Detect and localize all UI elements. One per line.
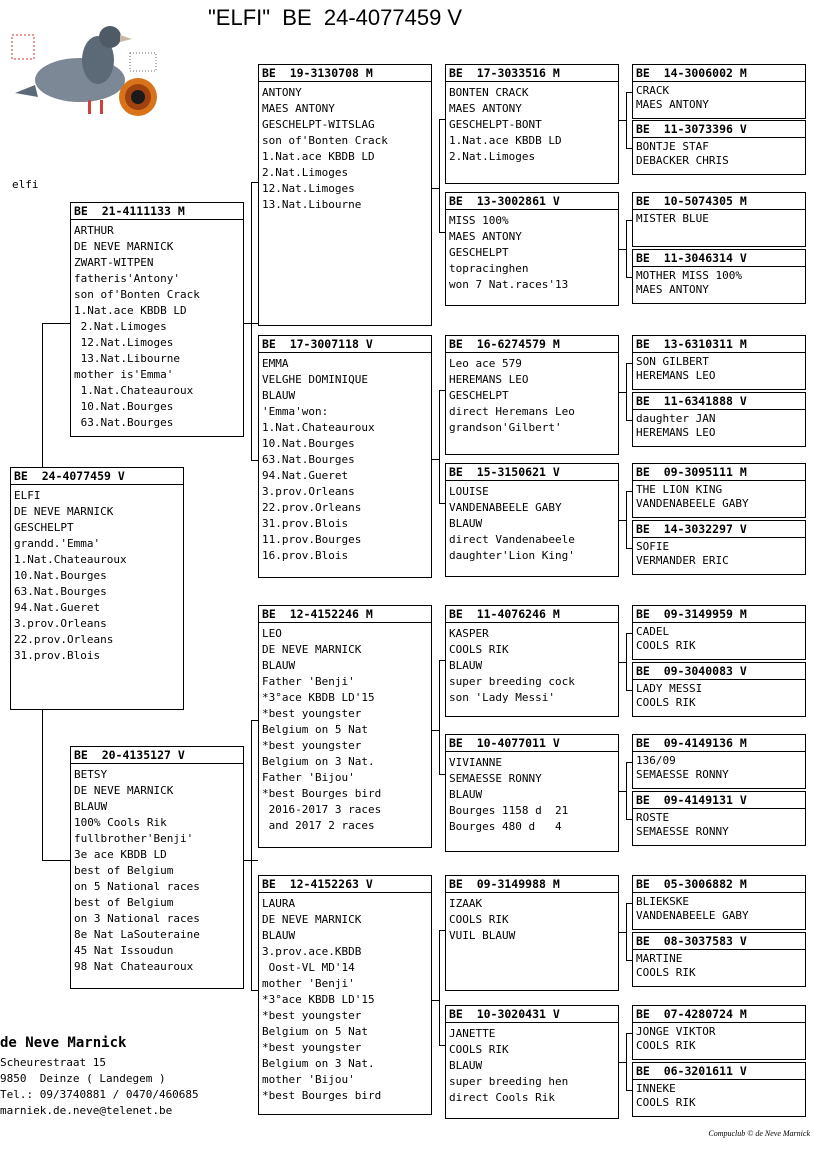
page-title: "ELFI" BE 24-4077459 V — [208, 5, 463, 30]
ring-number: BE 15-3150621 V — [446, 464, 618, 481]
pedigree-line: fatheris'Antony' — [74, 272, 180, 285]
pigeon-card-great-grandparent[interactable] — [445, 335, 619, 455]
connector-line — [251, 720, 252, 990]
pedigree-line: COOLS RIK — [636, 696, 696, 710]
pedigree-line: BLAUW — [449, 788, 483, 801]
ring-number: BE 05-3006882 M — [633, 876, 805, 893]
connector-line — [626, 762, 632, 763]
pedigree-line: ANTONY — [262, 86, 302, 99]
connector-line — [626, 548, 632, 549]
pedigree-line: Belgium on 5 Nat — [262, 723, 368, 736]
connector-line — [619, 520, 626, 521]
pigeon-card-great-grandparent[interactable] — [445, 64, 619, 184]
pedigree-line: 94.Nat.Gueret — [262, 469, 349, 482]
connector-line — [626, 903, 632, 904]
pigeon-card-gg-grandparent[interactable] — [632, 734, 806, 789]
ring-number: BE 09-3149959 M — [633, 606, 805, 623]
pedigree-line: SEMAESSE RONNY — [449, 772, 542, 785]
pigeon-card-gg-grandparent[interactable] — [632, 605, 806, 660]
pigeon-card-gg-grandparent[interactable] — [632, 64, 806, 119]
pedigree-line: HEREMANS LEO — [636, 426, 716, 440]
pedigree-line: 136/09 — [636, 754, 676, 767]
pedigree-line: grandson'Gilbert' — [449, 421, 562, 434]
ring-number: BE 09-3040083 V — [633, 663, 805, 680]
pedigree-line: *3°ace KBDB LD'15 — [262, 993, 375, 1006]
ring-number: BE 19-3130708 M — [259, 65, 431, 82]
pedigree-line: best of Belgium — [74, 896, 174, 909]
pedigree-line: direct Vandenabeele — [449, 533, 575, 546]
pedigree-line: ELFI — [14, 489, 41, 502]
pedigree-line: COOLS RIK — [636, 1039, 696, 1053]
breeder-info — [0, 1035, 199, 1119]
pigeon-card-great-grandparent[interactable] — [445, 1005, 619, 1119]
pedigree-line: Belgium on 3 Nat. — [262, 1057, 375, 1070]
ring-number: BE 06-3201611 V — [633, 1063, 805, 1080]
pedigree-line: DE NEVE MARNICK — [262, 913, 362, 926]
pedigree-line: BLAUW — [262, 659, 296, 672]
pedigree-line: CADEL — [636, 625, 670, 638]
connector-line — [251, 182, 252, 460]
connector-line — [626, 491, 632, 492]
pedigree-line: mother 'Bijou' — [262, 1073, 355, 1086]
connector-line — [432, 188, 439, 189]
pedigree-line: MOTHER MISS 100% — [636, 269, 742, 282]
pedigree-line: 3.prov.ace.KBDB — [262, 945, 362, 958]
pedigree-line: Oost-VL MD'14 — [262, 961, 355, 974]
pedigree-line: 1.Nat.Chateauroux — [74, 384, 194, 397]
pedigree-line: 3.prov.Orleans — [14, 617, 107, 630]
pedigree-line: son of'Bonten Crack — [262, 134, 388, 147]
breeder-phone: Tel.: 09/3740881 / 0470/460685 — [0, 1088, 199, 1101]
pedigree-line: 2.Nat.Limoges — [449, 150, 536, 163]
connector-line — [251, 720, 258, 721]
pedigree-line: COOLS RIK — [636, 639, 696, 653]
pedigree-line: 94.Nat.Gueret — [14, 601, 101, 614]
pedigree-line: COOLS RIK — [449, 1043, 509, 1056]
pedigree-line: BLAUW — [449, 1059, 483, 1072]
connector-line — [439, 119, 440, 232]
pigeon-card-grandparent[interactable] — [258, 64, 432, 326]
pedigree-line: Bourges 480 d 4 — [449, 820, 562, 833]
ring-number: BE 10-4077011 V — [446, 735, 618, 752]
pedigree-line: BLAUW — [262, 929, 296, 942]
pedigree-line: 12.Nat.Limoges — [74, 336, 174, 349]
connector-line — [626, 92, 627, 148]
pedigree-line: Father 'Bijou' — [262, 771, 355, 784]
pedigree-line: 10.Nat.Bourges — [262, 437, 355, 450]
pedigree-line: 10.Nat.Bourges — [74, 400, 174, 413]
ring-number: BE 08-3037583 V — [633, 933, 805, 950]
pedigree-line: CRACK — [636, 84, 670, 97]
connector-line — [432, 730, 439, 731]
pedigree-line: MAES ANTONY — [262, 102, 335, 115]
pedigree-line: 3.prov.Orleans — [262, 485, 355, 498]
pedigree-line: GESCHELPT — [449, 389, 509, 402]
connector-line — [42, 860, 70, 861]
connector-line — [626, 220, 632, 221]
pedigree-line: son 'Lady Messi' — [449, 691, 555, 704]
pedigree-line: 22.prov.Orleans — [262, 501, 362, 514]
pedigree-line: Belgium on 3 Nat. — [262, 755, 375, 768]
pedigree-line: DEBACKER CHRIS — [636, 154, 729, 168]
connector-line — [626, 819, 632, 820]
pedigree-line: MAES ANTONY — [636, 98, 709, 112]
connector-line — [439, 390, 440, 503]
pedigree-line: VUIL BLAUW — [449, 929, 516, 942]
pedigree-line: JONGE VIKTOR — [636, 1025, 716, 1038]
pedigree-line: MAES ANTONY — [636, 283, 709, 297]
credit-line: Compuclub © de Neve Marnick — [708, 1129, 810, 1138]
connector-line — [439, 660, 440, 774]
ring-number: BE 11-3046314 V — [633, 250, 805, 267]
pigeon-card-mother[interactable] — [70, 746, 244, 989]
pedigree-line: SOFIE — [636, 540, 670, 553]
pedigree-line: 1.Nat.ace KBDB LD — [262, 150, 375, 163]
pigeon-card-gg-grandparent[interactable] — [632, 1005, 806, 1060]
ring-number: BE 10-3020431 V — [446, 1006, 618, 1023]
pedigree-line: ZWART-WITPEN — [74, 256, 154, 269]
pedigree-line: *best Bourges bird — [262, 787, 382, 800]
pedigree-line: DE NEVE MARNICK — [74, 240, 174, 253]
pigeon-card-gg-grandparent[interactable] — [632, 932, 806, 987]
pedigree-line: THE LION KING — [636, 483, 723, 496]
ring-number: BE 17-3033516 M — [446, 65, 618, 82]
pedigree-line: BLAUW — [449, 517, 483, 530]
pedigree-line: EMMA — [262, 357, 289, 370]
pedigree-line: won 7 Nat.races'13 — [449, 278, 569, 291]
pedigree-line: LEO — [262, 627, 282, 640]
pedigree-line: on 5 National races — [74, 880, 200, 893]
connector-line — [619, 932, 626, 933]
connector-line — [626, 903, 627, 960]
pedigree-line: COOLS RIK — [449, 643, 509, 656]
pigeon-card-gg-grandparent[interactable] — [632, 791, 806, 846]
pedigree-line: 8e Nat LaSouteraine — [74, 928, 200, 941]
connector-line — [251, 460, 258, 461]
pigeon-logo-icon — [10, 15, 160, 125]
pedigree-line: VIVIANNE — [449, 756, 502, 769]
pedigree-line: MISTER BLUE — [636, 212, 709, 225]
pigeon-card-great-grandparent[interactable] — [445, 605, 619, 717]
connector-line — [626, 633, 632, 634]
pedigree-line: DE NEVE MARNICK — [262, 643, 362, 656]
pedigree-line: 13.Nat.Libourne — [74, 352, 180, 365]
pedigree-line: 'Emma'won: — [262, 405, 329, 418]
pedigree-line: Father 'Benji' — [262, 675, 355, 688]
pedigree-line: 22.prov.Orleans — [14, 633, 114, 646]
pedigree-line: fullbrother'Benji' — [74, 832, 194, 845]
connector-line — [626, 762, 627, 819]
pedigree-line: 2.Nat.Limoges — [262, 166, 349, 179]
connector-line — [251, 182, 258, 183]
ring-number: BE 11-6341888 V — [633, 393, 805, 410]
pedigree-line: 100% Cools Rik — [74, 816, 167, 829]
pedigree-line: *best youngster — [262, 1009, 362, 1022]
connector-line — [626, 960, 632, 961]
pedigree-line: 12.Nat.Limoges — [262, 182, 355, 195]
pedigree-line: 1.Nat.Chateauroux — [262, 421, 375, 434]
ring-number: BE 13-3002861 V — [446, 193, 618, 210]
connector-line — [619, 662, 626, 663]
breeder-email[interactable]: marniek.de.neve@telenet.be — [0, 1104, 173, 1117]
pigeon-card-great-grandparent[interactable] — [445, 734, 619, 852]
connector-line — [626, 633, 627, 690]
connector-line — [439, 232, 445, 233]
connector-line — [42, 710, 43, 860]
pigeon-card-subject[interactable] — [10, 467, 184, 710]
connector-line — [626, 1033, 632, 1034]
ring-number: BE 11-4076246 M — [446, 606, 618, 623]
connector-line — [42, 323, 43, 467]
top-label: elfi — [12, 178, 39, 191]
connector-line — [619, 249, 626, 250]
pigeon-card-gg-grandparent[interactable] — [632, 1062, 806, 1117]
pigeon-card-gg-grandparent[interactable] — [632, 463, 806, 518]
pedigree-line: 11.prov.Bourges — [262, 533, 362, 546]
connector-line — [619, 392, 626, 393]
pigeon-card-gg-grandparent[interactable] — [632, 662, 806, 717]
connector-line — [439, 390, 445, 391]
pedigree-line: 1.Nat.Chateauroux — [14, 553, 127, 566]
connector-line — [42, 323, 70, 324]
pedigree-line: *best Bourges bird — [262, 1089, 382, 1102]
pedigree-line: GESCHELPT — [14, 521, 74, 534]
pigeon-card-gg-grandparent[interactable] — [632, 875, 806, 930]
pedigree-line: 3e ace KBDB LD — [74, 848, 167, 861]
ring-number: BE 13-6310311 M — [633, 336, 805, 353]
connector-line — [619, 1062, 626, 1063]
pedigree-line: MAES ANTONY — [449, 102, 522, 115]
connector-line — [626, 363, 627, 420]
connector-line — [439, 660, 445, 661]
pedigree-line: direct Cools Rik — [449, 1091, 555, 1104]
ring-number: BE 09-3095111 M — [633, 464, 805, 481]
pigeon-card-grandparent[interactable] — [258, 605, 432, 848]
pedigree-line: LOUISE — [449, 485, 489, 498]
pedigree-line: VANDENABEELE GABY — [636, 909, 749, 923]
connector-line — [432, 459, 439, 460]
pedigree-line: BLAUW — [449, 659, 483, 672]
connector-line — [626, 491, 627, 548]
pigeon-card-gg-grandparent[interactable] — [632, 335, 806, 390]
pedigree-line: LADY MESSI — [636, 682, 703, 695]
pedigree-line: grandd.'Emma' — [14, 537, 101, 550]
pigeon-card-gg-grandparent[interactable] — [632, 192, 806, 247]
pedigree-line: BONTEN CRACK — [449, 86, 529, 99]
pedigree-line: BLAUW — [262, 389, 296, 402]
ring-number: BE 21-4111133 M — [71, 203, 243, 220]
breeder-city: 9850 Deinze ( Landegem ) — [0, 1072, 166, 1085]
pigeon-card-grandparent[interactable] — [258, 335, 432, 578]
pedigree-line: LAURA — [262, 897, 296, 910]
pedigree-line: super breeding cock — [449, 675, 575, 688]
pedigree-line: 13.Nat.Libourne — [262, 198, 362, 211]
ring-number: BE 14-3006002 M — [633, 65, 805, 82]
pedigree-line: VANDENABEELE GABY — [449, 501, 562, 514]
pedigree-line: KASPER — [449, 627, 489, 640]
pedigree-line: daughter'Lion King' — [449, 549, 575, 562]
connector-line — [626, 420, 632, 421]
pedigree-line: 98 Nat Chateauroux — [74, 960, 194, 973]
ring-number: BE 11-3073396 V — [633, 121, 805, 138]
breeder-address: Scheurestraat 15 — [0, 1056, 106, 1069]
pedigree-line: SON GILBERT — [636, 355, 709, 368]
pigeon-card-grandparent[interactable] — [258, 875, 432, 1115]
pedigree-line: Bourges 1158 d 21 — [449, 804, 569, 817]
pedigree-line: 45 Nat Issoudun — [74, 944, 174, 957]
pedigree-line: 63.Nat.Bourges — [74, 416, 174, 429]
pedigree-line: COOLS RIK — [636, 1096, 696, 1110]
connector-line — [439, 930, 440, 1045]
pedigree-line: best of Belgium — [74, 864, 174, 877]
ring-number: BE 10-5074305 M — [633, 193, 805, 210]
breeder-name: de Neve Marnick — [0, 1035, 127, 1051]
ring-number: BE 14-3032297 V — [633, 521, 805, 538]
ring-number: BE 09-4149131 V — [633, 792, 805, 809]
pedigree-line: GESCHELPT-BONT — [449, 118, 542, 131]
pedigree-line: DE NEVE MARNICK — [74, 784, 174, 797]
pedigree-line: BONTJE STAF — [636, 140, 709, 153]
pedigree-line: 1.Nat.ace KBDB LD — [449, 134, 562, 147]
ring-number: BE 17-3007118 V — [259, 336, 431, 353]
pigeon-card-father[interactable] — [70, 202, 244, 437]
pedigree-line: 2.Nat.Limoges — [74, 320, 167, 333]
pedigree-line: 10.Nat.Bourges — [14, 569, 107, 582]
pedigree-line: mother is'Emma' — [74, 368, 174, 381]
pedigree-line: 16.prov.Blois — [262, 549, 349, 562]
connector-line — [439, 119, 445, 120]
connector-line — [626, 92, 632, 93]
ring-number: BE 12-4152246 M — [259, 606, 431, 623]
connector-line — [251, 990, 258, 991]
ring-number: BE 24-4077459 V — [11, 468, 183, 485]
pedigree-line: 31.prov.Blois — [14, 649, 101, 662]
connector-line — [439, 774, 445, 775]
pedigree-line: VERMANDER ERIC — [636, 554, 729, 568]
pedigree-line: daughter JAN — [636, 412, 716, 425]
pedigree-line: direct Heremans Leo — [449, 405, 575, 418]
pedigree-line: INNEKE — [636, 1082, 676, 1095]
pedigree-line: BETSY — [74, 768, 108, 781]
connector-line — [439, 503, 445, 504]
pedigree-line: VELGHE DOMINIQUE — [262, 373, 368, 386]
pedigree-line: GESCHELPT-WITSLAG — [262, 118, 375, 131]
pedigree-line: MAES ANTONY — [449, 230, 522, 243]
pedigree-line: 63.Nat.Bourges — [262, 453, 355, 466]
connector-line — [626, 1090, 632, 1091]
pedigree-line: 63.Nat.Bourges — [14, 585, 107, 598]
pedigree-line: COOLS RIK — [636, 966, 696, 980]
pedigree-line: BLIEKSKE — [636, 895, 689, 908]
pedigree-line: ROSTE — [636, 811, 670, 824]
pigeon-card-gg-grandparent[interactable] — [632, 249, 806, 304]
pedigree-line: GESCHELPT — [449, 246, 509, 259]
pedigree-line: topracinghen — [449, 262, 529, 275]
ring-number: BE 12-4152263 V — [259, 876, 431, 893]
pedigree-line: *best youngster — [262, 739, 362, 752]
pigeon-card-gg-grandparent[interactable] — [632, 520, 806, 575]
pedigree-line: ARTHUR — [74, 224, 114, 237]
pedigree-line: and 2017 2 races — [262, 819, 375, 832]
ring-number: BE 09-4149136 M — [633, 735, 805, 752]
pedigree-line: MARTINE — [636, 952, 683, 965]
connector-line — [432, 1000, 439, 1001]
pedigree-line: son of'Bonten Crack — [74, 288, 200, 301]
pigeon-card-gg-grandparent[interactable] — [632, 392, 806, 447]
pedigree-line: HEREMANS LEO — [636, 369, 716, 383]
ring-number: BE 16-6274579 M — [446, 336, 618, 353]
connector-line — [626, 277, 632, 278]
connector-line — [439, 930, 445, 931]
pedigree-line: SEMAESSE RONNY — [636, 825, 729, 839]
connector-line — [439, 1045, 445, 1046]
pedigree-line: mother 'Benji' — [262, 977, 355, 990]
pigeon-card-gg-grandparent[interactable] — [632, 120, 806, 175]
pigeon-card-great-grandparent[interactable] — [445, 192, 619, 306]
connector-line — [626, 148, 632, 149]
connector-line — [626, 363, 632, 364]
pedigree-line: super breeding hen — [449, 1075, 569, 1088]
pedigree-line: JANETTE — [449, 1027, 496, 1040]
pedigree-line: HEREMANS LEO — [449, 373, 529, 386]
ring-number: BE 07-4280724 M — [633, 1006, 805, 1023]
pedigree-line: *best youngster — [262, 1041, 362, 1054]
pedigree-line: 31.prov.Blois — [262, 517, 349, 530]
connector-line — [626, 220, 627, 277]
pedigree-line: Leo ace 579 — [449, 357, 522, 370]
pedigree-line: IZAAK — [449, 897, 483, 910]
ring-number: BE 09-3149988 M — [446, 876, 618, 893]
connector-line — [626, 1033, 627, 1090]
pedigree-line: BLAUW — [74, 800, 108, 813]
connector-line — [619, 791, 626, 792]
pedigree-line: SEMAESSE RONNY — [636, 768, 729, 782]
pedigree-line: VANDENABEELE GABY — [636, 497, 749, 511]
connector-line — [619, 120, 626, 121]
pedigree-line: 1.Nat.ace KBDB LD — [74, 304, 187, 317]
pedigree-line: MISS 100% — [449, 214, 509, 227]
pigeon-card-great-grandparent[interactable] — [445, 463, 619, 577]
pedigree-line: on 3 National races — [74, 912, 200, 925]
pedigree-line: *best youngster — [262, 707, 362, 720]
pedigree-line: COOLS RIK — [449, 913, 509, 926]
pedigree-line: DE NEVE MARNICK — [14, 505, 114, 518]
connector-line — [626, 690, 632, 691]
pedigree-line: 2016-2017 3 races — [262, 803, 382, 816]
pedigree-line: Belgium on 5 Nat — [262, 1025, 368, 1038]
pigeon-card-great-grandparent[interactable] — [445, 875, 619, 991]
pedigree-line: *3°ace KBDB LD'15 — [262, 691, 375, 704]
ring-number: BE 20-4135127 V — [71, 747, 243, 764]
